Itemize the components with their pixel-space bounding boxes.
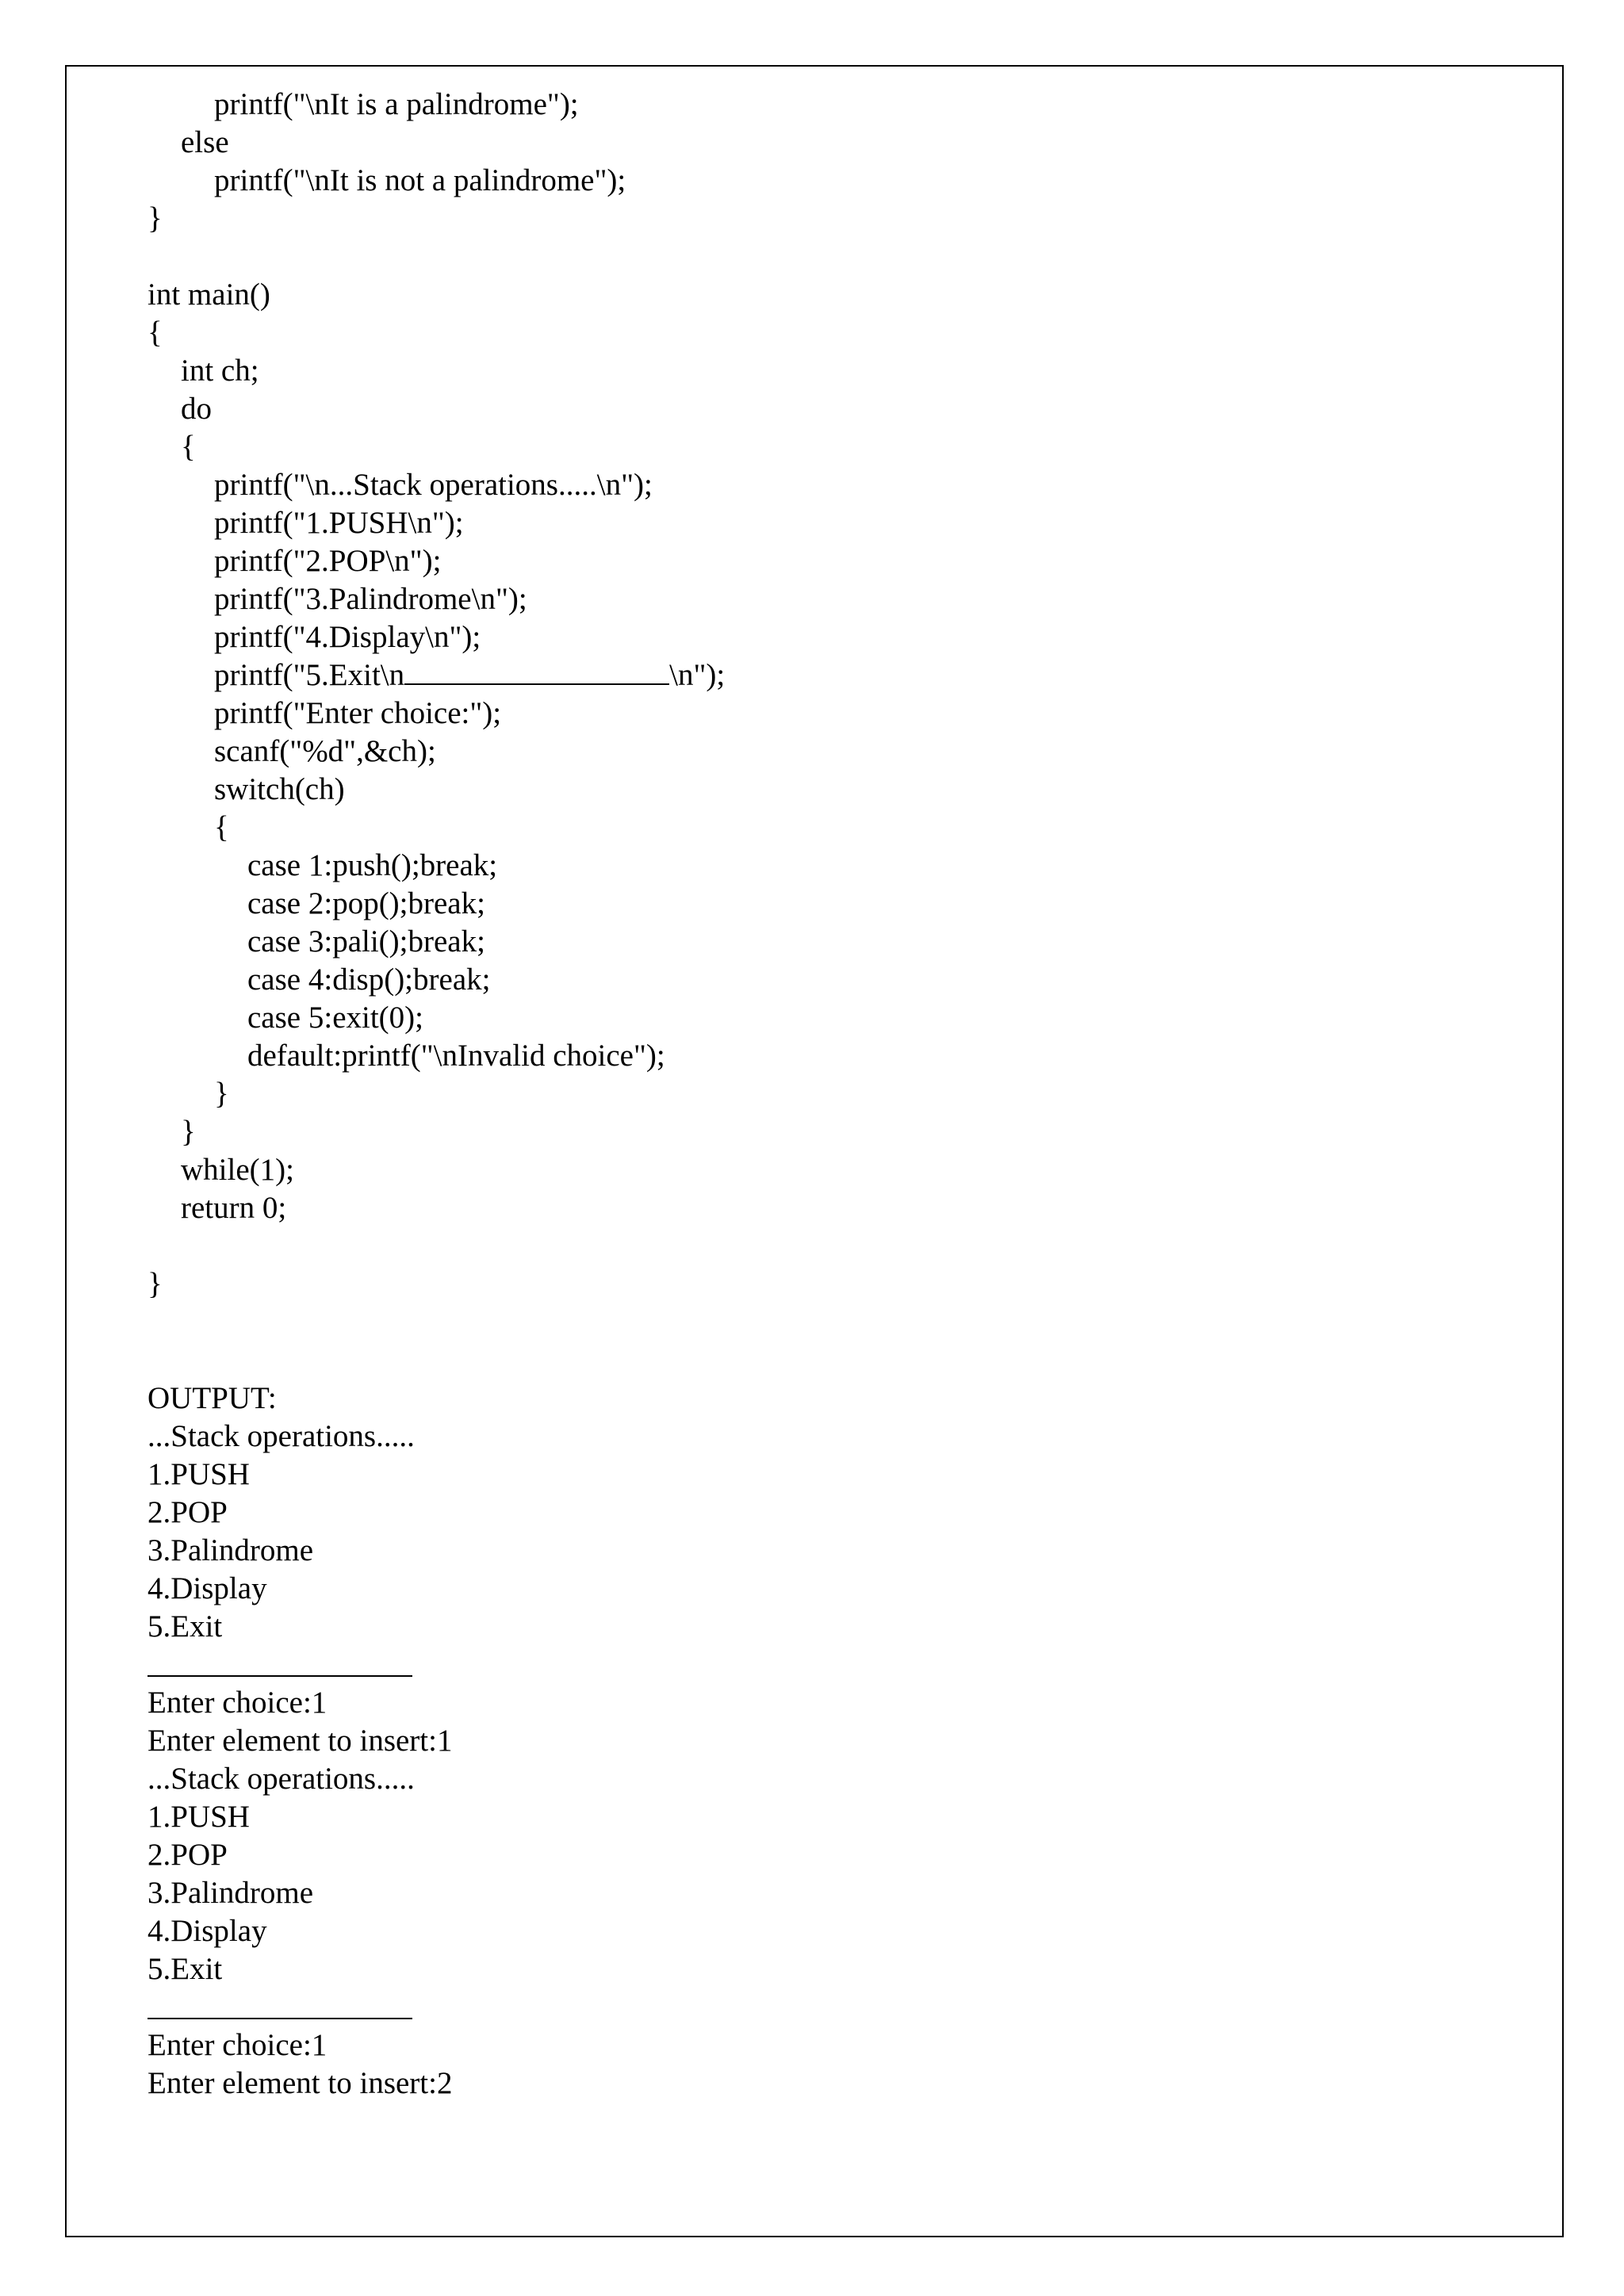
code-line: case 4:disp();break; [247,962,491,997]
code-line: } [181,1115,196,1149]
output-line: 3.Palindrome [147,1533,314,1567]
code-line: else [181,125,229,159]
output-line: ...Stack operations..... [147,1762,415,1796]
code-line: int ch; [181,354,259,388]
code-line: } [147,201,163,235]
output-line: Enter element to insert:2 [147,2066,453,2100]
separator-rule [147,2018,412,2019]
output-line: 2.POP [147,1495,228,1529]
code-fragment: \n"); [669,658,726,692]
code-line: printf("Enter choice:"); [214,696,502,730]
output-line: 2.POP [147,1838,228,1872]
output-line: 1.PUSH [147,1457,250,1491]
code-line: printf("4.Display\n"); [214,620,481,654]
code-line: scanf("%d",&ch); [214,734,436,768]
output-line: Enter choice:1 [147,1686,327,1720]
code-fragment: printf("5.Exit\n [214,658,405,692]
code-line: printf("3.Palindrome\n"); [214,582,527,616]
code-line: case 2:pop();break; [247,886,485,920]
underline-rule [404,658,669,685]
code-line: printf("2.POP\n"); [214,544,442,578]
code-line: case 3:pali();break; [247,924,485,959]
code-line: } [214,1077,229,1111]
code-line: while(1); [181,1153,294,1187]
separator-rule [147,1675,412,1677]
code-line: case 1:push();break; [247,848,498,882]
output-line: ...Stack operations..... [147,1419,415,1453]
code-line: do [181,392,212,426]
output-line: 3.Palindrome [147,1876,314,1910]
code-line: default:printf("\nInvalid choice"); [247,1039,665,1073]
code-line: switch(ch) [214,772,345,806]
code-line: int main() [147,277,270,312]
output-line: 4.Display [147,1914,267,1948]
output-line: 5.Exit [147,1952,223,1986]
code-line: printf("1.PUSH\n"); [214,506,464,540]
code-line: printf("\nIt is a palindrome"); [214,87,579,121]
code-line: printf("\nIt is not a palindrome"); [214,163,626,197]
code-line: { [147,316,163,350]
code-line: { [181,430,196,464]
code-line: case 5:exit(0); [247,1001,423,1035]
output-line: Enter element to insert:1 [147,1724,453,1758]
output-heading: OUTPUT: [147,1381,277,1415]
code-line: { [214,810,229,844]
code-line: printf("\n...Stack operations.....\n"); [214,468,653,502]
code-line: } [147,1267,163,1301]
code-line-exit [214,656,725,695]
output-line: Enter choice:1 [147,2028,327,2062]
output-line: 1.PUSH [147,1800,250,1834]
output-line: 4.Display [147,1571,267,1605]
code-line: return 0; [181,1191,287,1225]
output-line: 5.Exit [147,1609,223,1644]
